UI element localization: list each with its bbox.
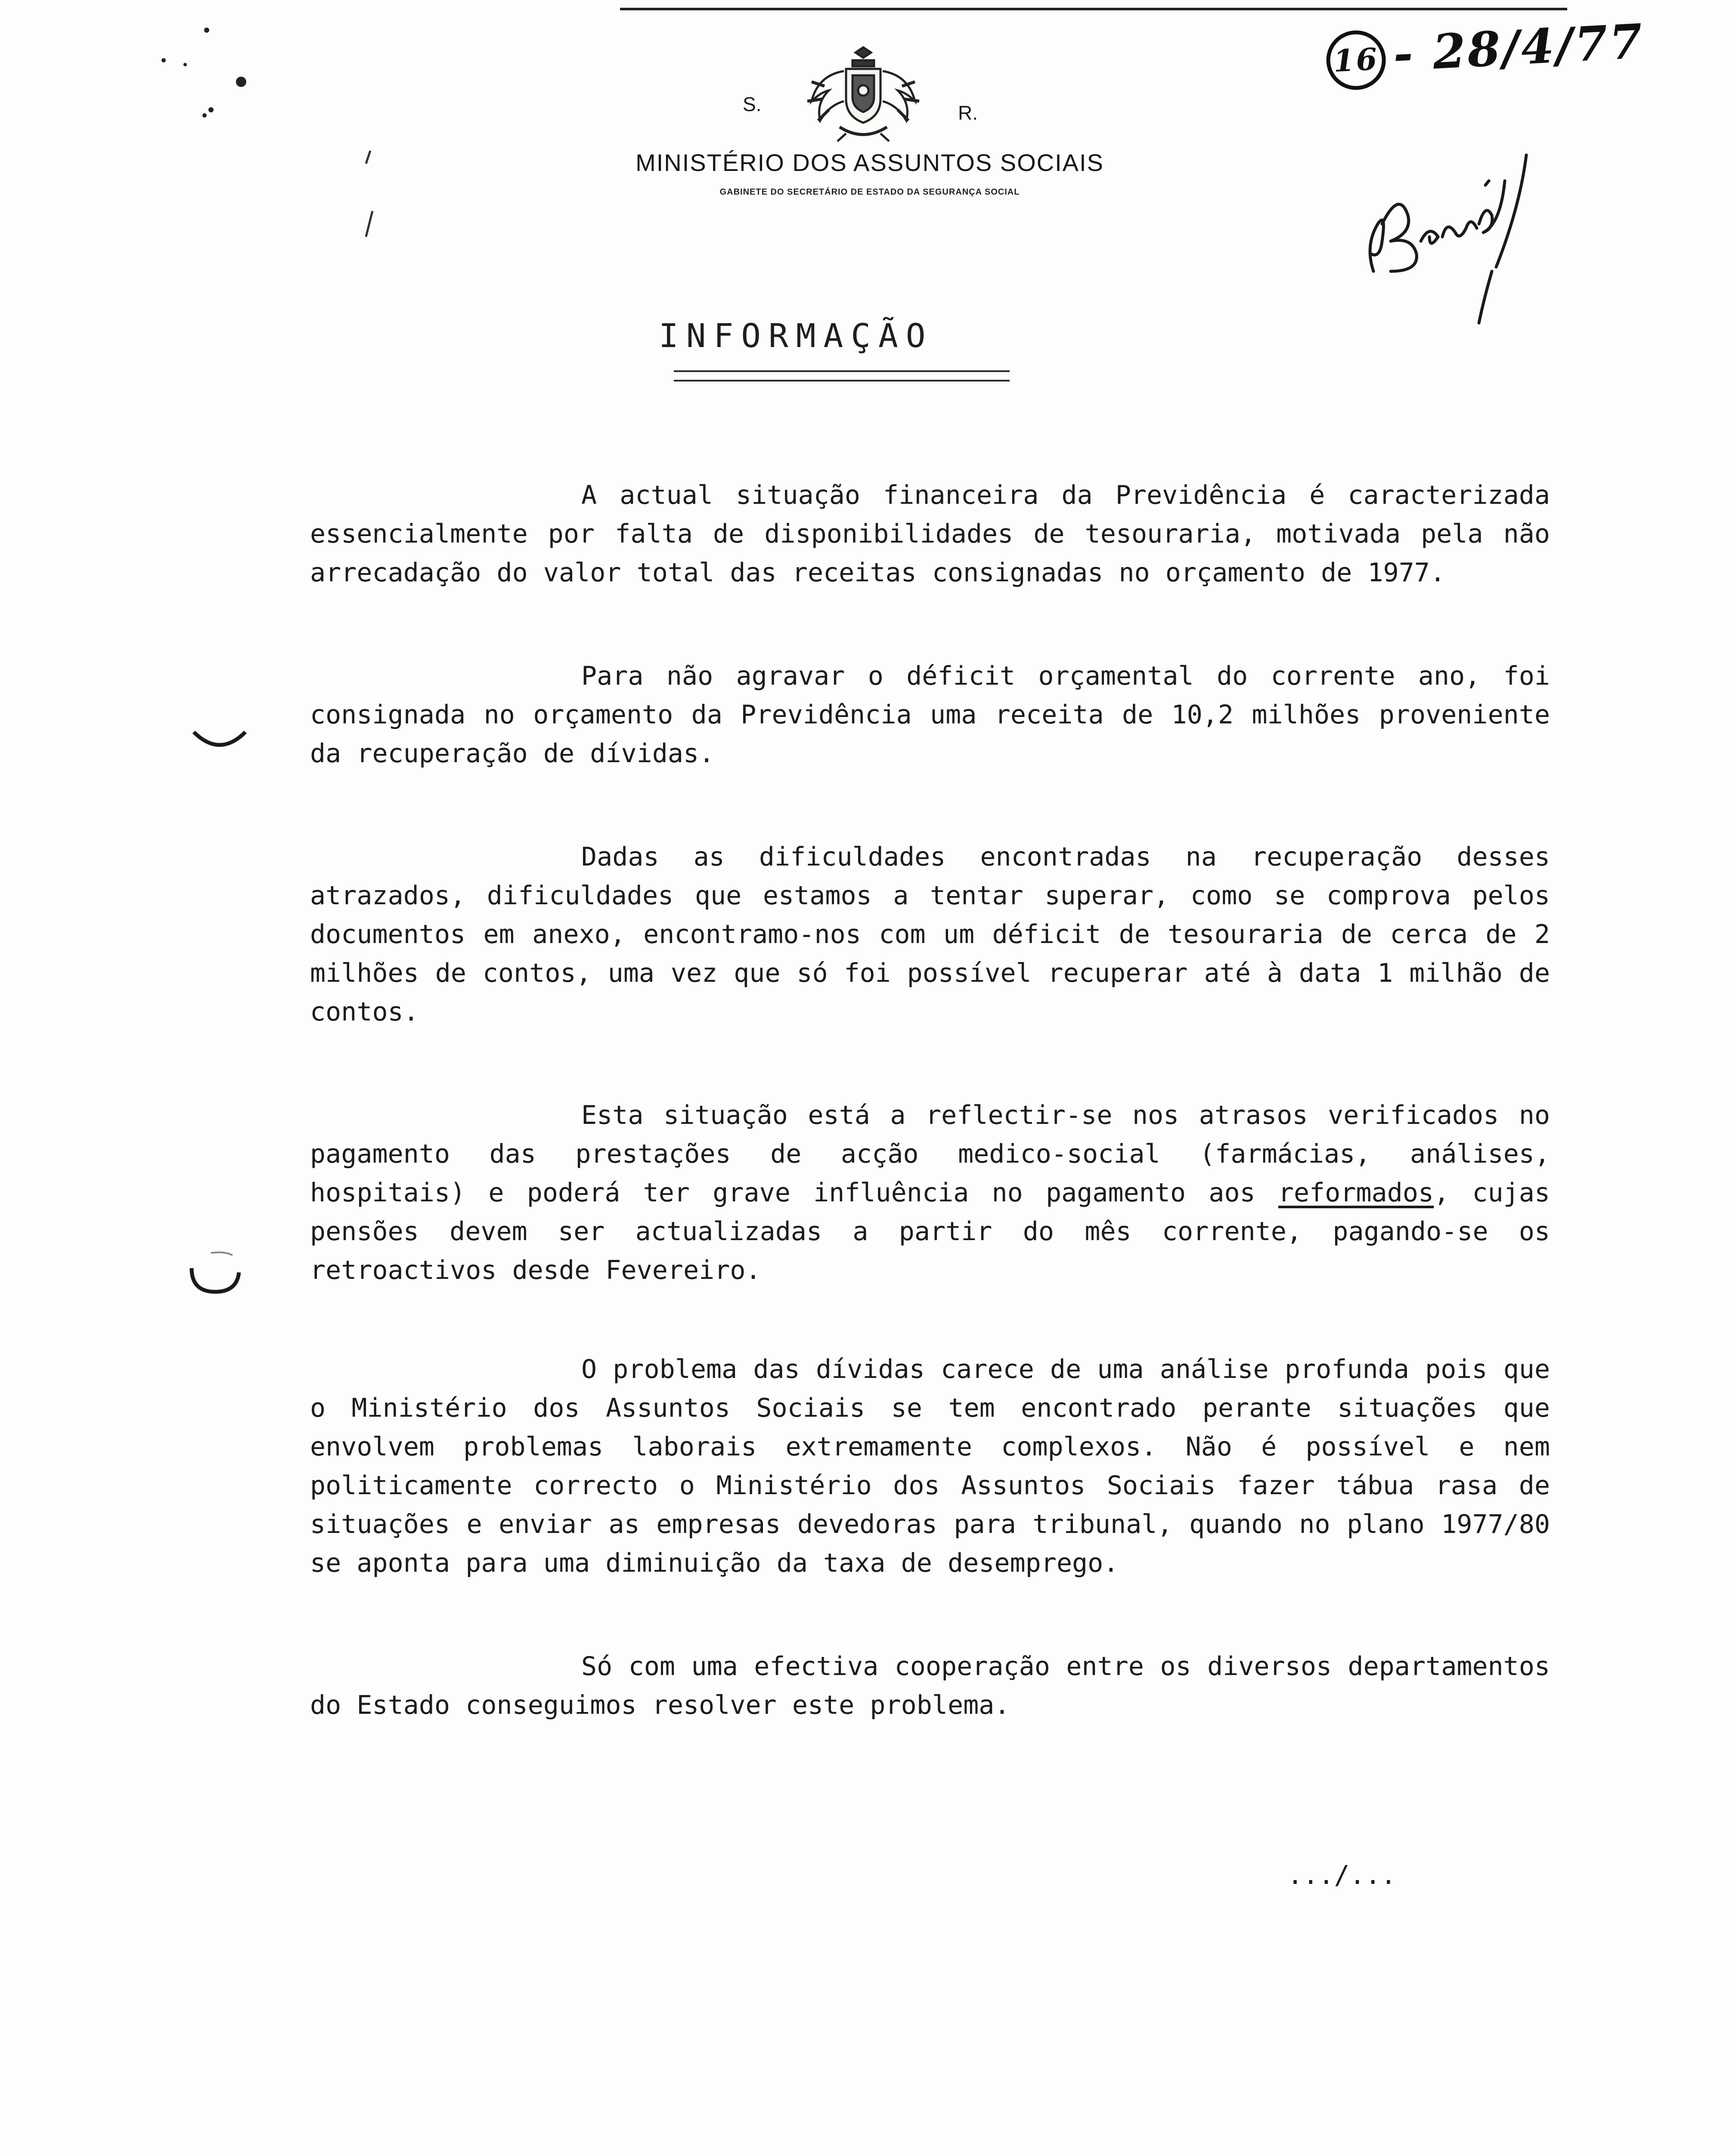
title-double-underline [674, 370, 1010, 382]
paragraph-4-text: Esta situação está a reflectir-se nos atrasos verificados no pagamento das prestações de acção medico-social (farmácias, análises, hospitais) e poderá ter grave influência no pagamento aos [310, 1100, 1550, 1208]
paragraph-4-text-end: , cujas pensões devem ser actualizadas a partir do mês corrente, pagando-se os retroactivos desde Fevereiro. [310, 1178, 1550, 1285]
paragraph-3-text: Dadas as dificuldades encontradas na recuperação desses atrazados, dificuldades que estamos a tentar superar, como se comprova pelos documentos em anexo, encontramo-nos com um déficit de tesouraria de cerca de 2 milhões de contos, uma vez que só foi possível recuperar até à data 1 milhão de contos. [310, 842, 1550, 1027]
paragraph-6-text: Só com uma efectiva cooperação entre os diversos departamentos do Estado conseguimos resolver este problema. [310, 1651, 1550, 1720]
paragraph-1-text: A actual situação financeira da Previdência é caracterizada essencialmente por falta de disponibilidades de tesouraria, motivada pela não arrecadação do valor total das receitas consignadas no orçamento de 1977. [310, 480, 1550, 588]
cabinet-name: GABINETE DO SECRETÁRIO DE ESTADO DA SEGURANÇA SOCIAL [719, 187, 1020, 197]
ministry-name: MINISTÉRIO DOS ASSUNTOS SOCIAIS [636, 149, 1104, 176]
scan-specks-icon [155, 17, 258, 121]
handwritten-date: - 28/4/77 [1392, 13, 1646, 82]
paragraph-4 [310, 1096, 1550, 1290]
punch-hole-mark-icon [185, 1249, 245, 1300]
letterhead-r: R. [958, 102, 978, 124]
paragraph-2 [310, 657, 1550, 773]
underlined-word: reformados [1278, 1178, 1434, 1208]
signature-icon [1356, 138, 1537, 336]
document-title: INFORMAÇÃO [659, 316, 933, 355]
margin-stroke-icon [353, 142, 379, 254]
top-rule [620, 8, 1567, 10]
paragraph-3 [310, 838, 1550, 1031]
paragraph-1 [310, 476, 1550, 592]
punch-hole-mark-icon [189, 723, 250, 758]
handwritten-reference [1325, 13, 1646, 92]
coat-of-arms-icon [799, 34, 928, 146]
paragraph-6 [310, 1647, 1550, 1725]
document-body [310, 476, 1550, 1789]
letterhead-s: S. [743, 93, 762, 115]
circled-number: 16 [1325, 29, 1387, 91]
paragraph-2-text: Para não agravar o déficit orçamental do corrente ano, foi consignada no orçamento da Previdência uma receita de 10,2 milhões proveniente da recuperação de dívidas. [310, 661, 1550, 769]
paragraph-5-text: O problema das dívidas carece de uma análise profunda pois que o Ministério dos Assuntos Sociais se tem encontrado perante situações que envolvem problemas laborais extremamente complexos. Não é possível e nem politicamente correcto o Ministério dos Assuntos Sociais fazer tábua rasa de situações e enviar as empresas devedoras para tribunal, quando no plano 1977/80 se aponta para uma diminuição da taxa de desemprego. [310, 1354, 1550, 1578]
continuation-mark: .../... [1287, 1860, 1396, 1890]
paragraph-5 [310, 1350, 1550, 1582]
